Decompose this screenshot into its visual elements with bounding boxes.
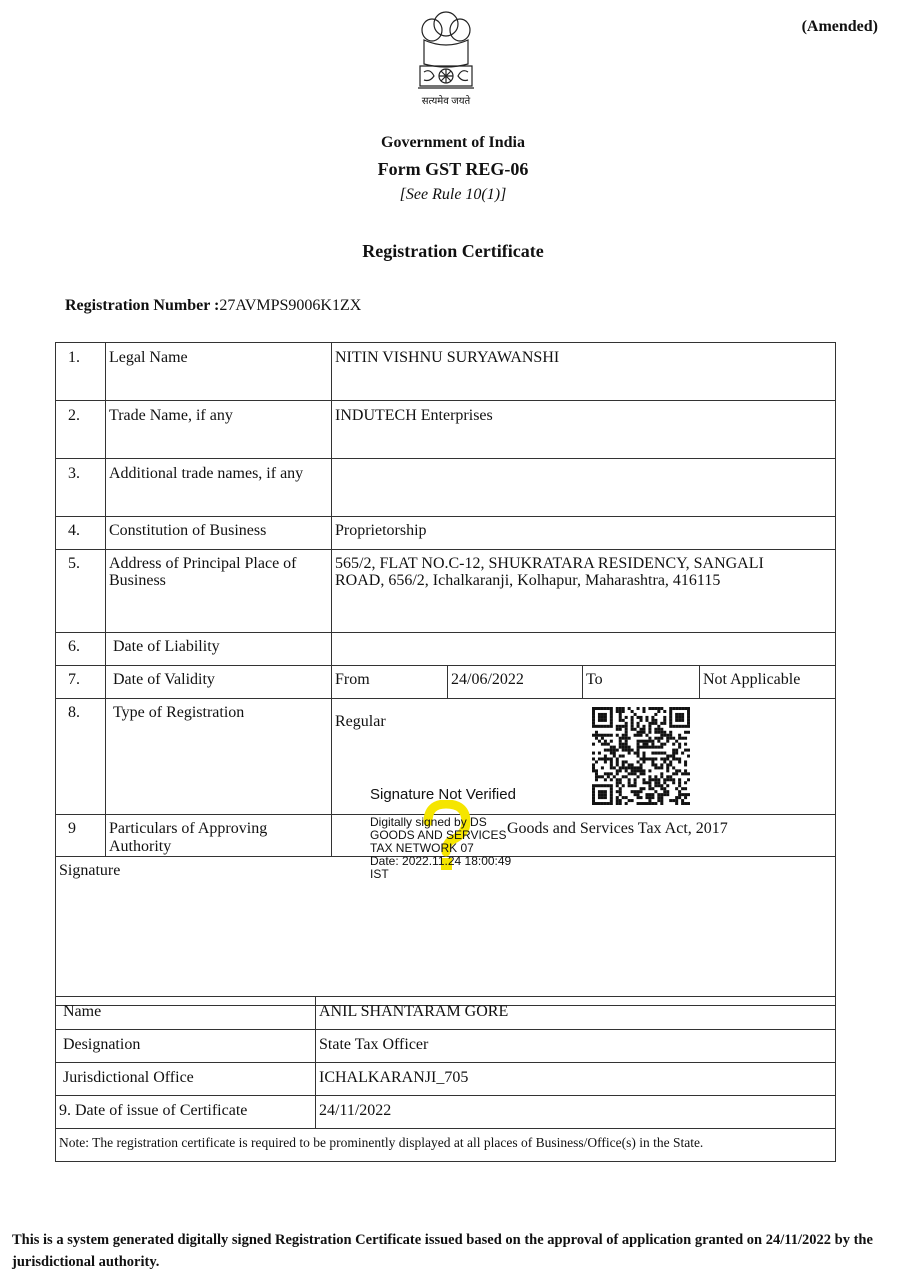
table-row	[56, 517, 836, 550]
row-number: 5.	[56, 550, 106, 633]
footer-statement: This is a system generated digitally signed Registration Certificate issued based on the approval of application granted on 24/11/2022 by the jurisdictional authority.	[12, 1232, 873, 1270]
date-of-liability-label: Date of Liability	[106, 633, 332, 666]
row-number: 1.	[56, 343, 106, 401]
jurisdictional-office-value: ICHALKARANJI_705	[316, 1063, 836, 1096]
table-row	[56, 857, 836, 1006]
amended-label: (Amended)	[801, 18, 878, 35]
row-number: 3.	[56, 459, 106, 517]
approving-authority-value: Goods and Services Tax Act, 2017	[332, 815, 836, 857]
signature-timezone: IST	[370, 867, 389, 881]
officer-name: ANIL SHANTARAM GORE	[316, 997, 836, 1030]
table-row	[56, 550, 836, 633]
designation-value: State Tax Officer	[316, 1030, 836, 1063]
row-number: 6.	[56, 633, 106, 666]
government-heading: Government of India	[381, 134, 525, 151]
table-row	[56, 459, 836, 517]
issue-date-label: 9. Date of issue of Certificate	[56, 1096, 316, 1129]
row-number: 2.	[56, 401, 106, 459]
qr-code-icon	[592, 707, 690, 805]
form-title: Form GST REG-06	[377, 159, 529, 179]
validity-to-label: To	[583, 666, 700, 699]
row-number: 7.	[56, 666, 106, 699]
constitution-label: Constitution of Business	[106, 517, 332, 550]
signature-label: Signature	[56, 857, 836, 1006]
date-of-validity-label: Date of Validity	[106, 666, 332, 699]
date-of-liability-value	[332, 633, 836, 666]
row-number: 4.	[56, 517, 106, 550]
trade-name-label: Trade Name, if any	[106, 401, 332, 459]
signature-signed-by: Digitally signed by DS	[370, 815, 487, 829]
display-note: Note: The registration certificate is required to be prominently displayed at all places of Business/Office(s) in the State.	[56, 1129, 836, 1162]
table-row	[56, 1030, 836, 1063]
address-value: 565/2, FLAT NO.C-12, SHUKRATARA RESIDENCY, SANGALI ROAD, 656/2, Ichalkaranji, Kolhapur, Maharashtra, 416115	[332, 550, 836, 633]
details-table	[55, 342, 836, 1006]
table-row	[56, 666, 836, 699]
validity-from-date: 24/06/2022	[448, 666, 583, 699]
national-emblem-icon	[410, 6, 482, 106]
constitution-value: Proprietorship	[332, 517, 836, 550]
jurisdictional-office-label: Jurisdictional Office	[56, 1063, 316, 1096]
additional-trade-names-label: Additional trade names, if any	[106, 459, 332, 517]
table-row	[56, 343, 836, 401]
registration-type-label: Type of Registration	[106, 699, 332, 815]
registration-type-value: Regular	[332, 699, 836, 815]
table-row	[56, 401, 836, 459]
registration-number-line	[65, 297, 361, 315]
row-number: 9	[56, 815, 106, 857]
rule-reference: [See Rule 10(1)]	[399, 186, 507, 203]
row-number: 8.	[56, 699, 106, 815]
validity-to-value: Not Applicable	[700, 666, 836, 699]
legal-name-value: NITIN VISHNU SURYAWANSHI	[332, 343, 836, 401]
additional-trade-names-value	[332, 459, 836, 517]
table-row	[56, 997, 836, 1030]
emblem-motto: सत्यमेव जयते	[421, 96, 471, 107]
designation-label: Designation	[56, 1030, 316, 1063]
table-row	[56, 1063, 836, 1096]
registration-number-label: Registration Number :	[65, 297, 220, 314]
officer-name-label: Name	[56, 997, 316, 1030]
address-label: Address of Principal Place of Business	[106, 550, 332, 633]
signature-organization: GOODS AND SERVICES	[370, 828, 507, 842]
issue-date-value: 24/11/2022	[316, 1096, 836, 1129]
legal-name-label: Legal Name	[106, 343, 332, 401]
table-row	[56, 1096, 836, 1129]
signature-status: Signature Not Verified	[370, 786, 516, 803]
signature-date: Date: 2022.11.24 18:00:49	[370, 854, 512, 868]
table-row	[56, 633, 836, 666]
trade-name-value: INDUTECH Enterprises	[332, 401, 836, 459]
validity-from-label: From	[332, 666, 448, 699]
registration-number: 27AVMPS9006K1ZX	[219, 297, 362, 314]
approving-authority-label: Particulars of Approving Authority	[106, 815, 332, 857]
table-row	[56, 1129, 836, 1162]
signature-network: TAX NETWORK 07	[370, 841, 474, 855]
certificate-title: Registration Certificate	[362, 241, 544, 261]
officer-table	[55, 996, 836, 1162]
